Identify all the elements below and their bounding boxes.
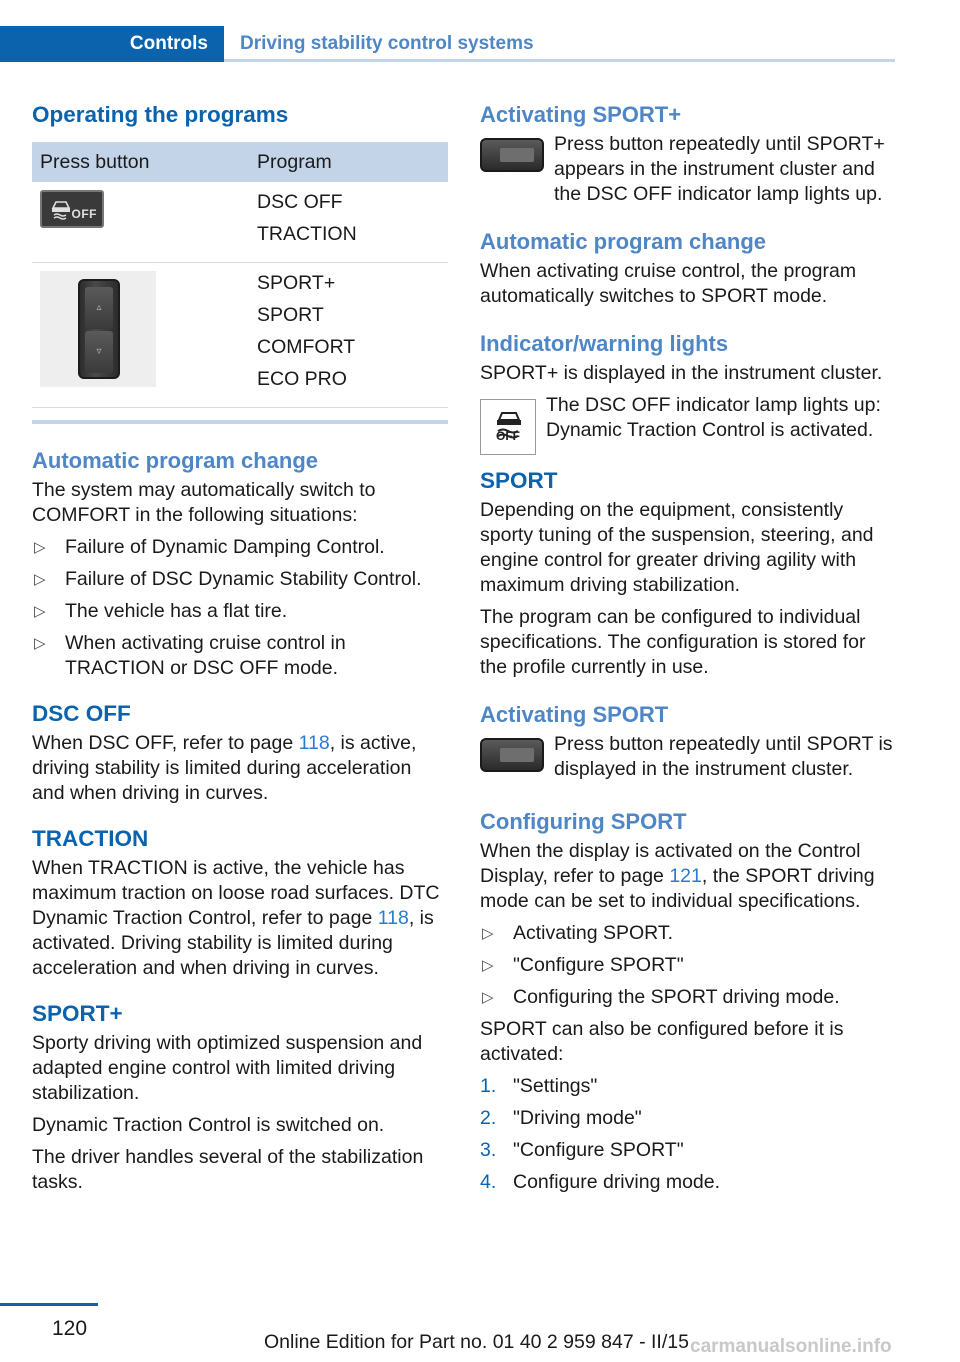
heading-activating-sport: Activating SPORT bbox=[480, 702, 669, 727]
heading-sport: SPORT bbox=[480, 468, 558, 493]
paragraph: The DSC OFF indicator lamp lights up: Dynamic Traction Control is activated. bbox=[546, 394, 881, 441]
program-name: ECO PRO bbox=[257, 368, 347, 390]
heading-activating-sport-plus: Activating SPORT+ bbox=[480, 102, 682, 127]
list-item: 3. "Configure SPORT" bbox=[480, 1139, 684, 1161]
paragraph: Press button repeatedly until SPORT+ appears in the instrument cluster and the DSC OFF indicator lamp lights up. bbox=[554, 133, 885, 205]
list-item: ▷ "Configure SPORT" bbox=[482, 954, 684, 976]
table-row bbox=[32, 182, 448, 263]
page-number: 120 bbox=[52, 1317, 88, 1340]
heading-sport-plus: SPORT+ bbox=[32, 1001, 123, 1026]
footer-rule bbox=[0, 1303, 98, 1306]
list-item: ▷ The vehicle has a flat tire. bbox=[34, 600, 288, 622]
heading-dsc-off: DSC OFF bbox=[32, 701, 131, 726]
dsc-off-button-icon: OFF bbox=[40, 190, 104, 228]
table-header-row bbox=[32, 142, 448, 182]
heading-configuring-sport: Configuring SPORT bbox=[480, 809, 687, 834]
page-link[interactable]: 118 bbox=[377, 907, 409, 929]
watermark: carmanualsonline.info bbox=[690, 1336, 892, 1357]
bullet-triangle-icon: ▷ bbox=[34, 539, 46, 556]
paragraph: SPORT+ is displayed in the instrument cluster. bbox=[480, 362, 883, 384]
table-cell bbox=[32, 182, 249, 263]
table-header-program: Program bbox=[249, 142, 448, 182]
list-item: 4. Configure driving mode. bbox=[480, 1171, 721, 1193]
heading-traction: TRACTION bbox=[32, 826, 149, 851]
bullet-triangle-icon: ▷ bbox=[34, 571, 46, 588]
paragraph: The system may automatically switch to COMFORT in the following situations: bbox=[32, 479, 376, 526]
table-row bbox=[32, 263, 448, 408]
program-name: COMFORT bbox=[257, 336, 356, 358]
paragraph: Sporty driving with optimized suspension and adapted engine control with limited driving stabilization. bbox=[32, 1032, 423, 1104]
bullet-triangle-icon: ▷ bbox=[34, 635, 46, 652]
paragraph: Depending on the equipment, consistently sporty tuning of the suspension, steering, and engine control for greater driving agility with maximum driving stabilization. bbox=[480, 499, 874, 596]
heading-automatic-program-change: Automatic program change bbox=[480, 229, 767, 254]
table-cell bbox=[249, 263, 448, 408]
heading-automatic-program-change: Automatic program change bbox=[32, 448, 319, 473]
program-name: SPORT+ bbox=[257, 272, 336, 294]
program-name: DSC OFF bbox=[257, 191, 343, 213]
left-column bbox=[32, 100, 448, 1202]
section-title[interactable]: Driving stability control systems bbox=[240, 33, 534, 54]
dsc-off-indicator-lamp-icon: OFF bbox=[480, 399, 536, 455]
list-item: ▷ Activating SPORT. bbox=[482, 922, 674, 944]
mode-button-icon bbox=[480, 138, 544, 172]
paragraph: The program can be configured to individual specifications. The configuration is stored for the profile currently in use. bbox=[480, 606, 866, 678]
list-item: ▷ When activating cruise control in TRACTION or DSC OFF mode. bbox=[34, 632, 346, 679]
edition-note: Online Edition for Part no. 01 40 2 959 847 - II/15 bbox=[264, 1331, 689, 1353]
bullet-triangle-icon: ▷ bbox=[482, 925, 494, 942]
paragraph: When TRACTION is active, the vehicle has maximum traction on loose road surfaces. DTC Dynamic Traction Control, refer to page 118, is activated. Driving stability is limited during acceleration and when driving in curves. bbox=[32, 857, 440, 979]
bullet-list bbox=[32, 535, 448, 681]
right-column bbox=[480, 100, 896, 1202]
numbered-list bbox=[480, 1074, 896, 1195]
page-link[interactable]: 118 bbox=[298, 732, 330, 754]
list-item: 2. "Driving mode" bbox=[480, 1107, 642, 1129]
bullet-triangle-icon: ▷ bbox=[482, 989, 494, 1006]
header-rule bbox=[224, 59, 895, 62]
instruction-block bbox=[480, 132, 896, 207]
paragraph: When activating cruise control, the program automatically switches to SPORT mode. bbox=[480, 260, 857, 307]
page-header bbox=[0, 26, 895, 62]
chapter-tab[interactable]: Controls bbox=[0, 26, 224, 62]
programs-table bbox=[32, 142, 448, 408]
rocker-switch-icon: ▵ ▿ bbox=[40, 271, 156, 387]
bullet-triangle-icon: ▷ bbox=[34, 603, 46, 620]
list-item: ▷ Configuring the SPORT driving mode. bbox=[482, 986, 840, 1008]
program-name: TRACTION bbox=[257, 223, 357, 245]
program-name: SPORT bbox=[257, 304, 324, 326]
paragraph: When the display is activated on the Control Display, refer to page 121, the SPORT driving mode can be set to individual specifications. bbox=[480, 840, 875, 912]
instruction-block bbox=[480, 393, 896, 448]
table-cell bbox=[32, 263, 249, 408]
paragraph: SPORT can also be configured before it is activated: bbox=[480, 1018, 844, 1065]
table-end-rule bbox=[32, 420, 448, 424]
table-title: Operating the programs bbox=[32, 102, 289, 127]
instruction-block bbox=[480, 732, 896, 787]
page-link[interactable]: 121 bbox=[669, 865, 702, 887]
paragraph: Press button repeatedly until SPORT is displayed in the instrument cluster. bbox=[554, 733, 893, 780]
bullet-list bbox=[480, 921, 896, 1010]
list-item: ▷ Failure of Dynamic Damping Control. bbox=[34, 536, 385, 558]
table-cell bbox=[249, 182, 448, 263]
car-skid-icon bbox=[50, 198, 72, 220]
paragraph: When DSC OFF, refer to page 118, is active, driving stability is limited during acceleration and when driving in curves. bbox=[32, 732, 417, 804]
table-header-button: Press button bbox=[32, 142, 249, 182]
bullet-triangle-icon: ▷ bbox=[482, 957, 494, 974]
paragraph: The driver handles several of the stabilization tasks. bbox=[32, 1146, 424, 1193]
list-item: ▷ Failure of DSC Dynamic Stability Control. bbox=[34, 568, 422, 590]
list-item: 1. "Settings" bbox=[480, 1075, 598, 1097]
paragraph: Dynamic Traction Control is switched on. bbox=[32, 1114, 385, 1136]
heading-indicator-warning-lights: Indicator/warning lights bbox=[480, 331, 729, 356]
mode-button-icon bbox=[480, 738, 544, 772]
